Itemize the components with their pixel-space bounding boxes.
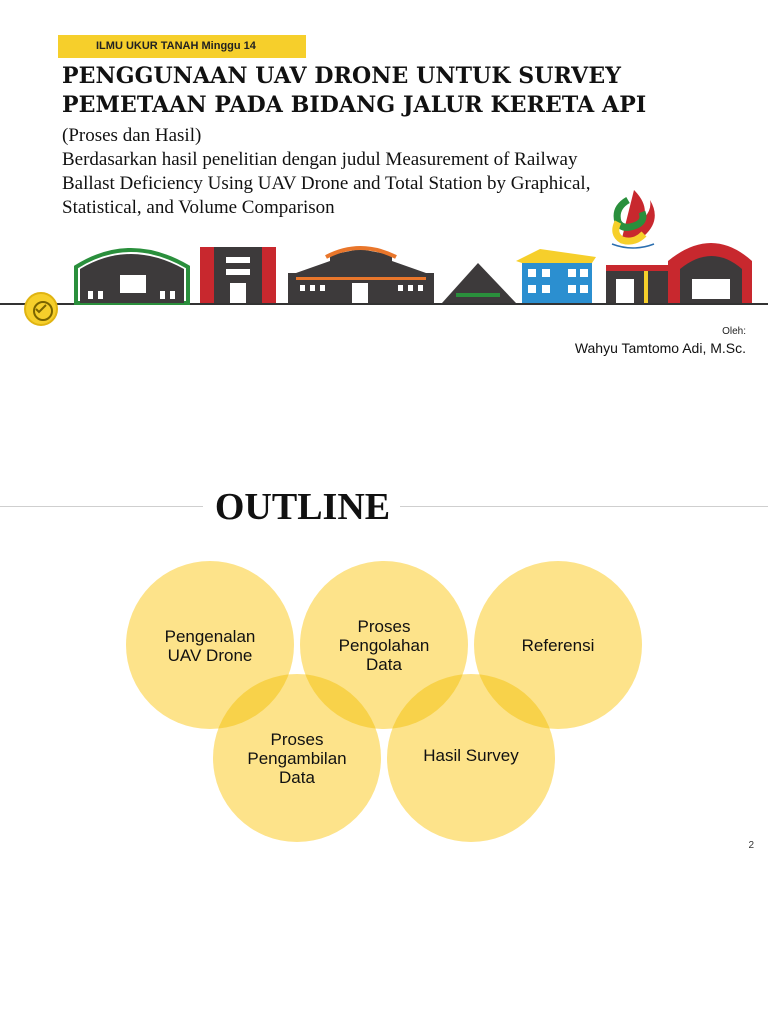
course-week-badge: ILMU UKUR TANAH Minggu 14 [58,35,306,58]
outline-item-line: Proses [270,730,324,749]
outline-item-line: UAV Drone [167,646,253,665]
outline-item-line: Proses [357,617,411,636]
author-prefix: Oleh: [722,326,746,337]
outline-item-uav-intro [130,627,290,665]
description-line-2: Ballast Deficiency Using UAV Drone and Total Station by Graphical, [62,173,591,194]
outline-item-line: Data [366,655,402,674]
outline-item-data-processing [304,617,464,674]
page-number: 2 [748,840,754,851]
outline-item-line: Pengenalan [164,627,256,646]
outline-item-references [478,636,638,655]
check-icon [24,292,58,326]
university-logo [604,186,662,254]
title-line-1: PENGGUNAAN UAV DRONE UNTUK SURVEY [62,63,622,89]
outline-item-data-acquisition [217,730,377,787]
outline-item-line: Referensi [521,636,595,655]
outline-slide [0,440,768,870]
outline-item-line: Hasil Survey [423,746,519,765]
description-line-1: Berdasarkan hasil penelitian dengan judul Measurement of Railway [62,149,578,170]
title-line-2: PEMETAAN PADA BIDANG JALUR KERETA API [62,92,647,118]
outline-item-survey-results [391,746,551,765]
subtitle: (Proses dan Hasil) [62,125,202,146]
title-slide [0,0,768,400]
slide-title [62,62,722,120]
outline-item-line: Pengambilan [247,749,347,768]
outline-item-line: Pengolahan [338,636,430,655]
author-name: Wahyu Tamtomo Adi, M.Sc. [574,340,746,356]
outline-item-line: Data [279,768,315,787]
description-line-3: Statistical, and Volume Comparison [62,197,335,218]
outline-heading: OUTLINE [214,486,391,528]
